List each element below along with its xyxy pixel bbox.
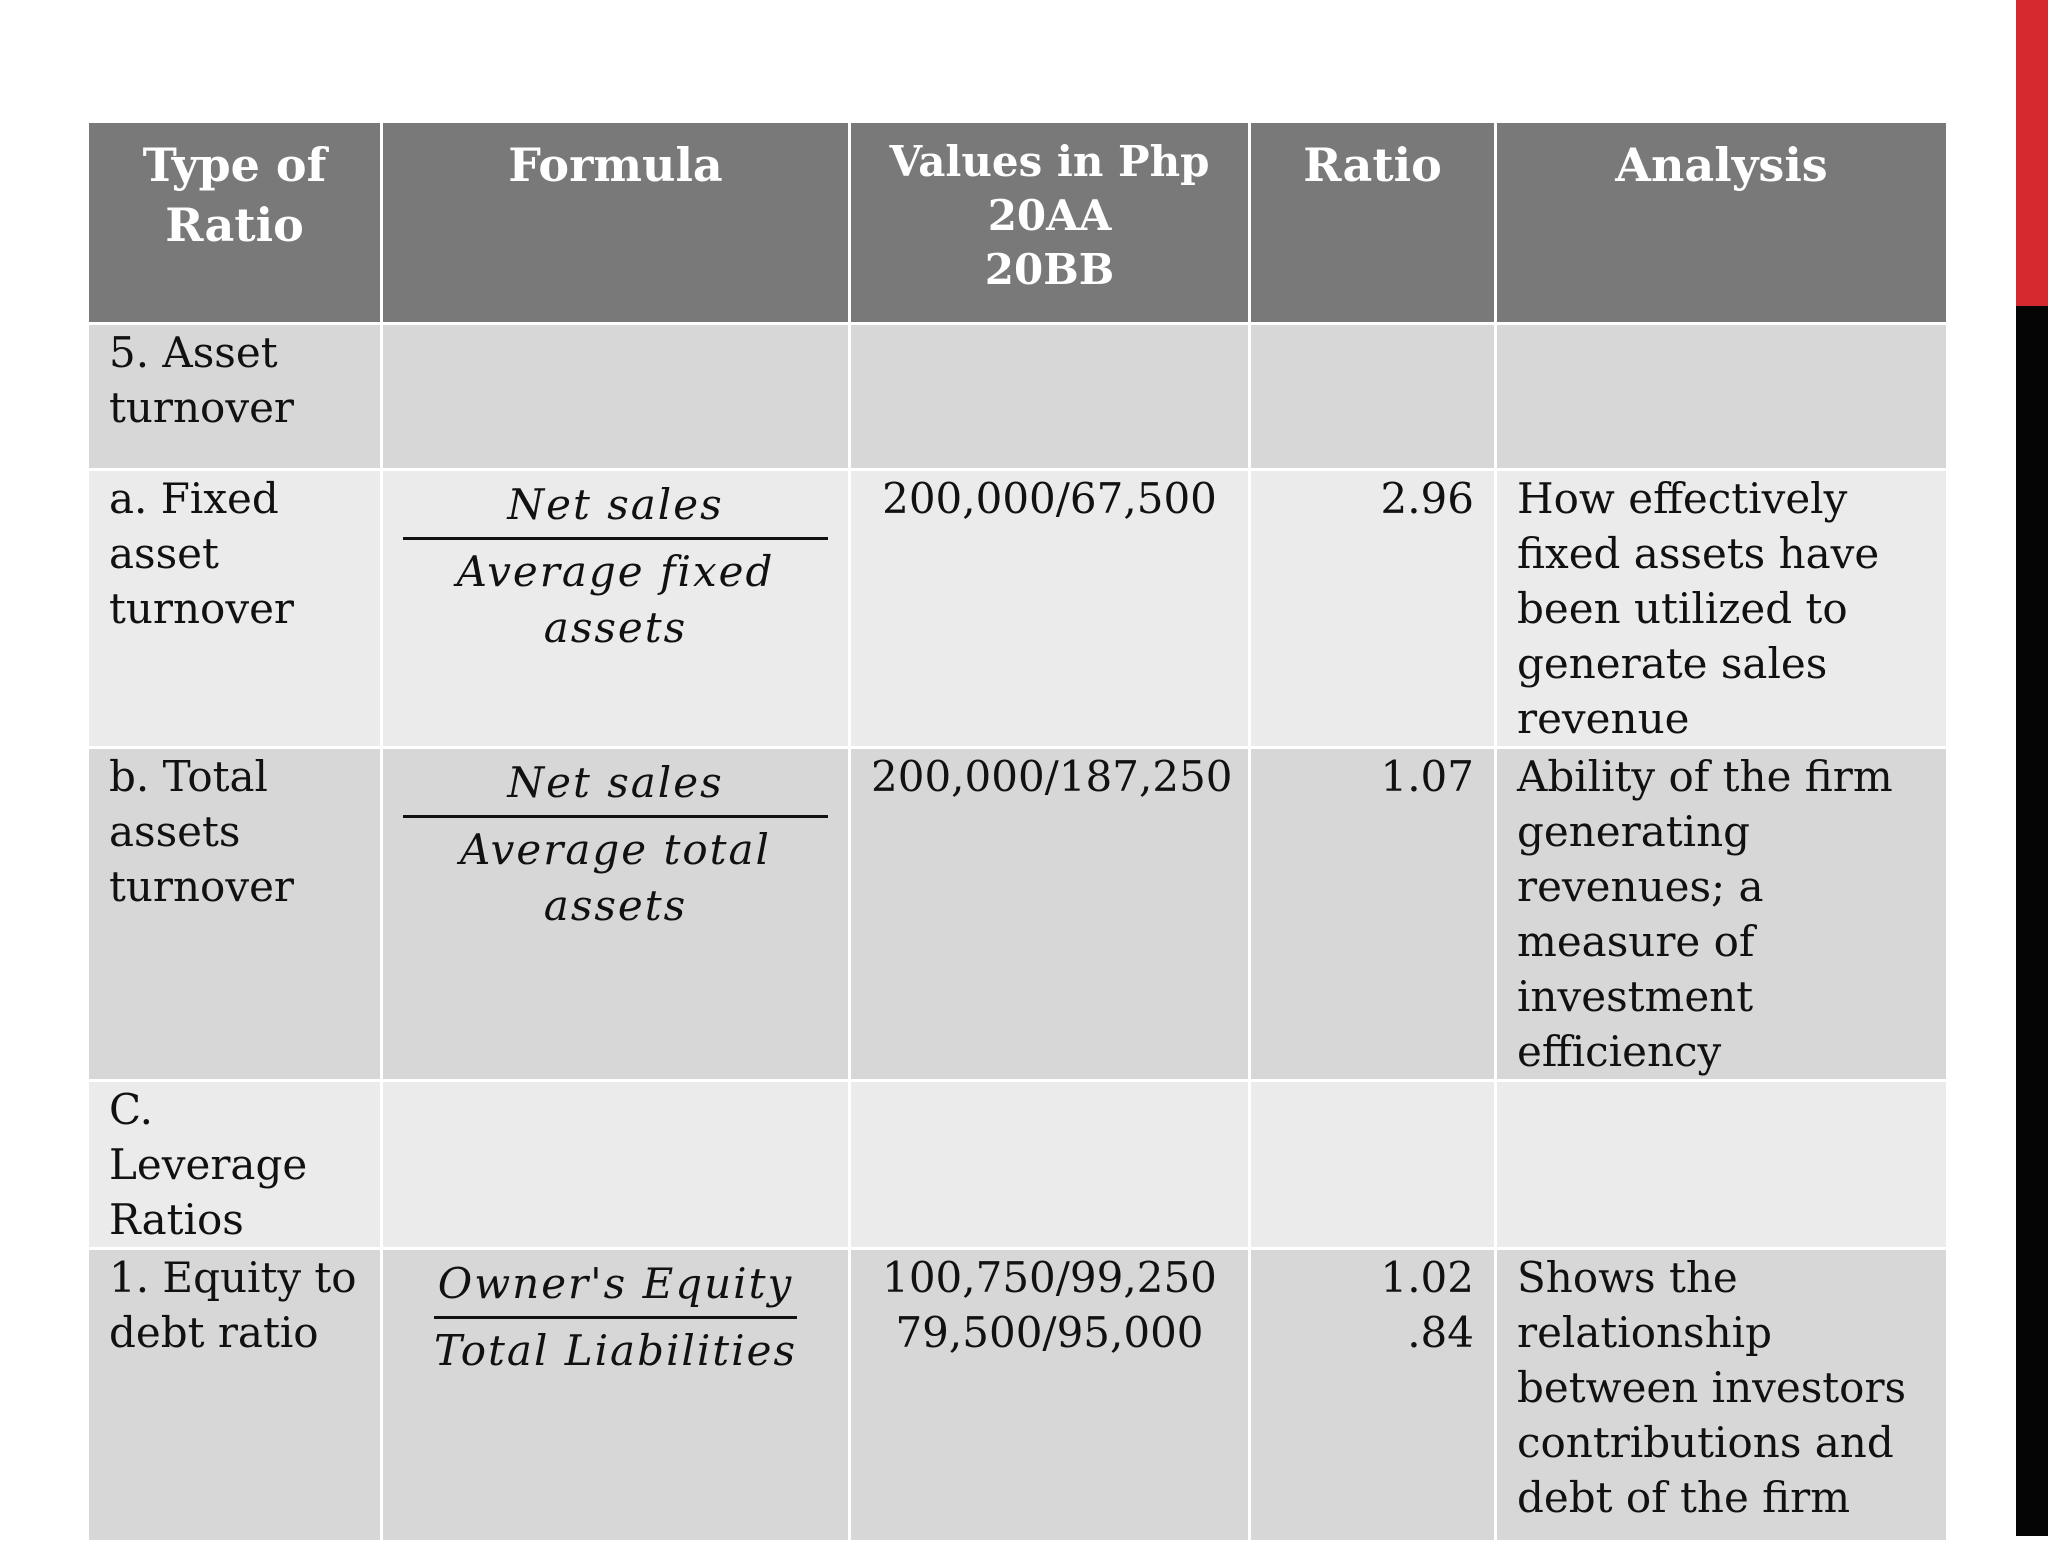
formula-fraction <box>434 1256 797 1379</box>
table-row <box>88 1249 1948 1542</box>
formula-cell <box>382 748 850 1081</box>
accent-bar-red <box>2016 0 2048 306</box>
ratio-20aa: 1.07 <box>1380 752 1474 801</box>
formula-numerator: Owner's Equity <box>434 1256 797 1319</box>
ratio-cell <box>1250 1081 1496 1249</box>
ratio-cell <box>1250 748 1496 1081</box>
formula-fraction <box>403 755 828 934</box>
header-values-line1: Values in Php <box>889 137 1210 186</box>
accent-bar-black <box>2016 306 2048 1536</box>
value-20bb: 79,500/95,000 <box>895 1308 1204 1357</box>
formula-cell <box>382 1081 850 1249</box>
formula-denominator: Average fixed assets <box>456 547 775 652</box>
ratio-20aa: 2.96 <box>1380 474 1474 523</box>
value-20aa: 200,000/187,250 <box>871 752 1233 801</box>
analysis-cell: Ability of the firm generating revenues; a measure of investment efficiency <box>1496 748 1948 1081</box>
analysis-cell <box>1496 324 1948 470</box>
table-row <box>88 470 1948 748</box>
formula-numerator: Net sales <box>403 477 828 540</box>
header-values <box>850 122 1250 324</box>
value-20aa: 200,000/67,500 <box>882 474 1217 523</box>
values-cell <box>850 470 1250 748</box>
ratio-cell <box>1250 470 1496 748</box>
formula-cell <box>382 324 850 470</box>
header-values-line3: 20BB <box>984 245 1115 294</box>
analysis-cell <box>1496 1081 1948 1249</box>
ratio-table <box>86 120 1949 1543</box>
header-ratio: Ratio <box>1250 122 1496 324</box>
ratio-cell <box>1250 1249 1496 1542</box>
value-20aa: 100,750/99,250 <box>882 1253 1217 1302</box>
formula-cell <box>382 1249 850 1542</box>
ratio-cell <box>1250 324 1496 470</box>
table-row <box>88 1081 1948 1249</box>
row-type-label: 5. Asset turnover <box>88 324 382 470</box>
table-row <box>88 748 1948 1081</box>
header-analysis: Analysis <box>1496 122 1948 324</box>
values-cell <box>850 748 1250 1081</box>
analysis-cell: How effectively fixed assets have been utilized to generate sales revenue <box>1496 470 1948 748</box>
ratio-20bb: .84 <box>1407 1308 1474 1357</box>
values-cell <box>850 1081 1250 1249</box>
analysis-cell: Shows the relationship between investors contributions and debt of the firm <box>1496 1249 1948 1542</box>
values-cell <box>850 324 1250 470</box>
row-type-label: a. Fixed asset turnover <box>88 470 382 748</box>
header-formula: Formula <box>382 122 850 324</box>
section-heading: C. Leverage Ratios <box>88 1081 382 1249</box>
formula-numerator: Net sales <box>403 755 828 818</box>
table-header-row <box>88 122 1948 324</box>
formula-denominator: Average total assets <box>460 825 771 930</box>
formula-denominator: Total Liabilities <box>433 1326 797 1375</box>
row-type-label: 1. Equity to debt ratio <box>88 1249 382 1542</box>
header-type-of-ratio: Type of Ratio <box>88 122 382 324</box>
ratio-20aa: 1.02 <box>1380 1253 1474 1302</box>
table-row <box>88 324 1948 470</box>
header-values-line2: 20AA <box>987 191 1112 240</box>
values-cell <box>850 1249 1250 1542</box>
formula-fraction <box>403 477 828 656</box>
formula-cell <box>382 470 850 748</box>
row-type-label: b. Total assets turnover <box>88 748 382 1081</box>
